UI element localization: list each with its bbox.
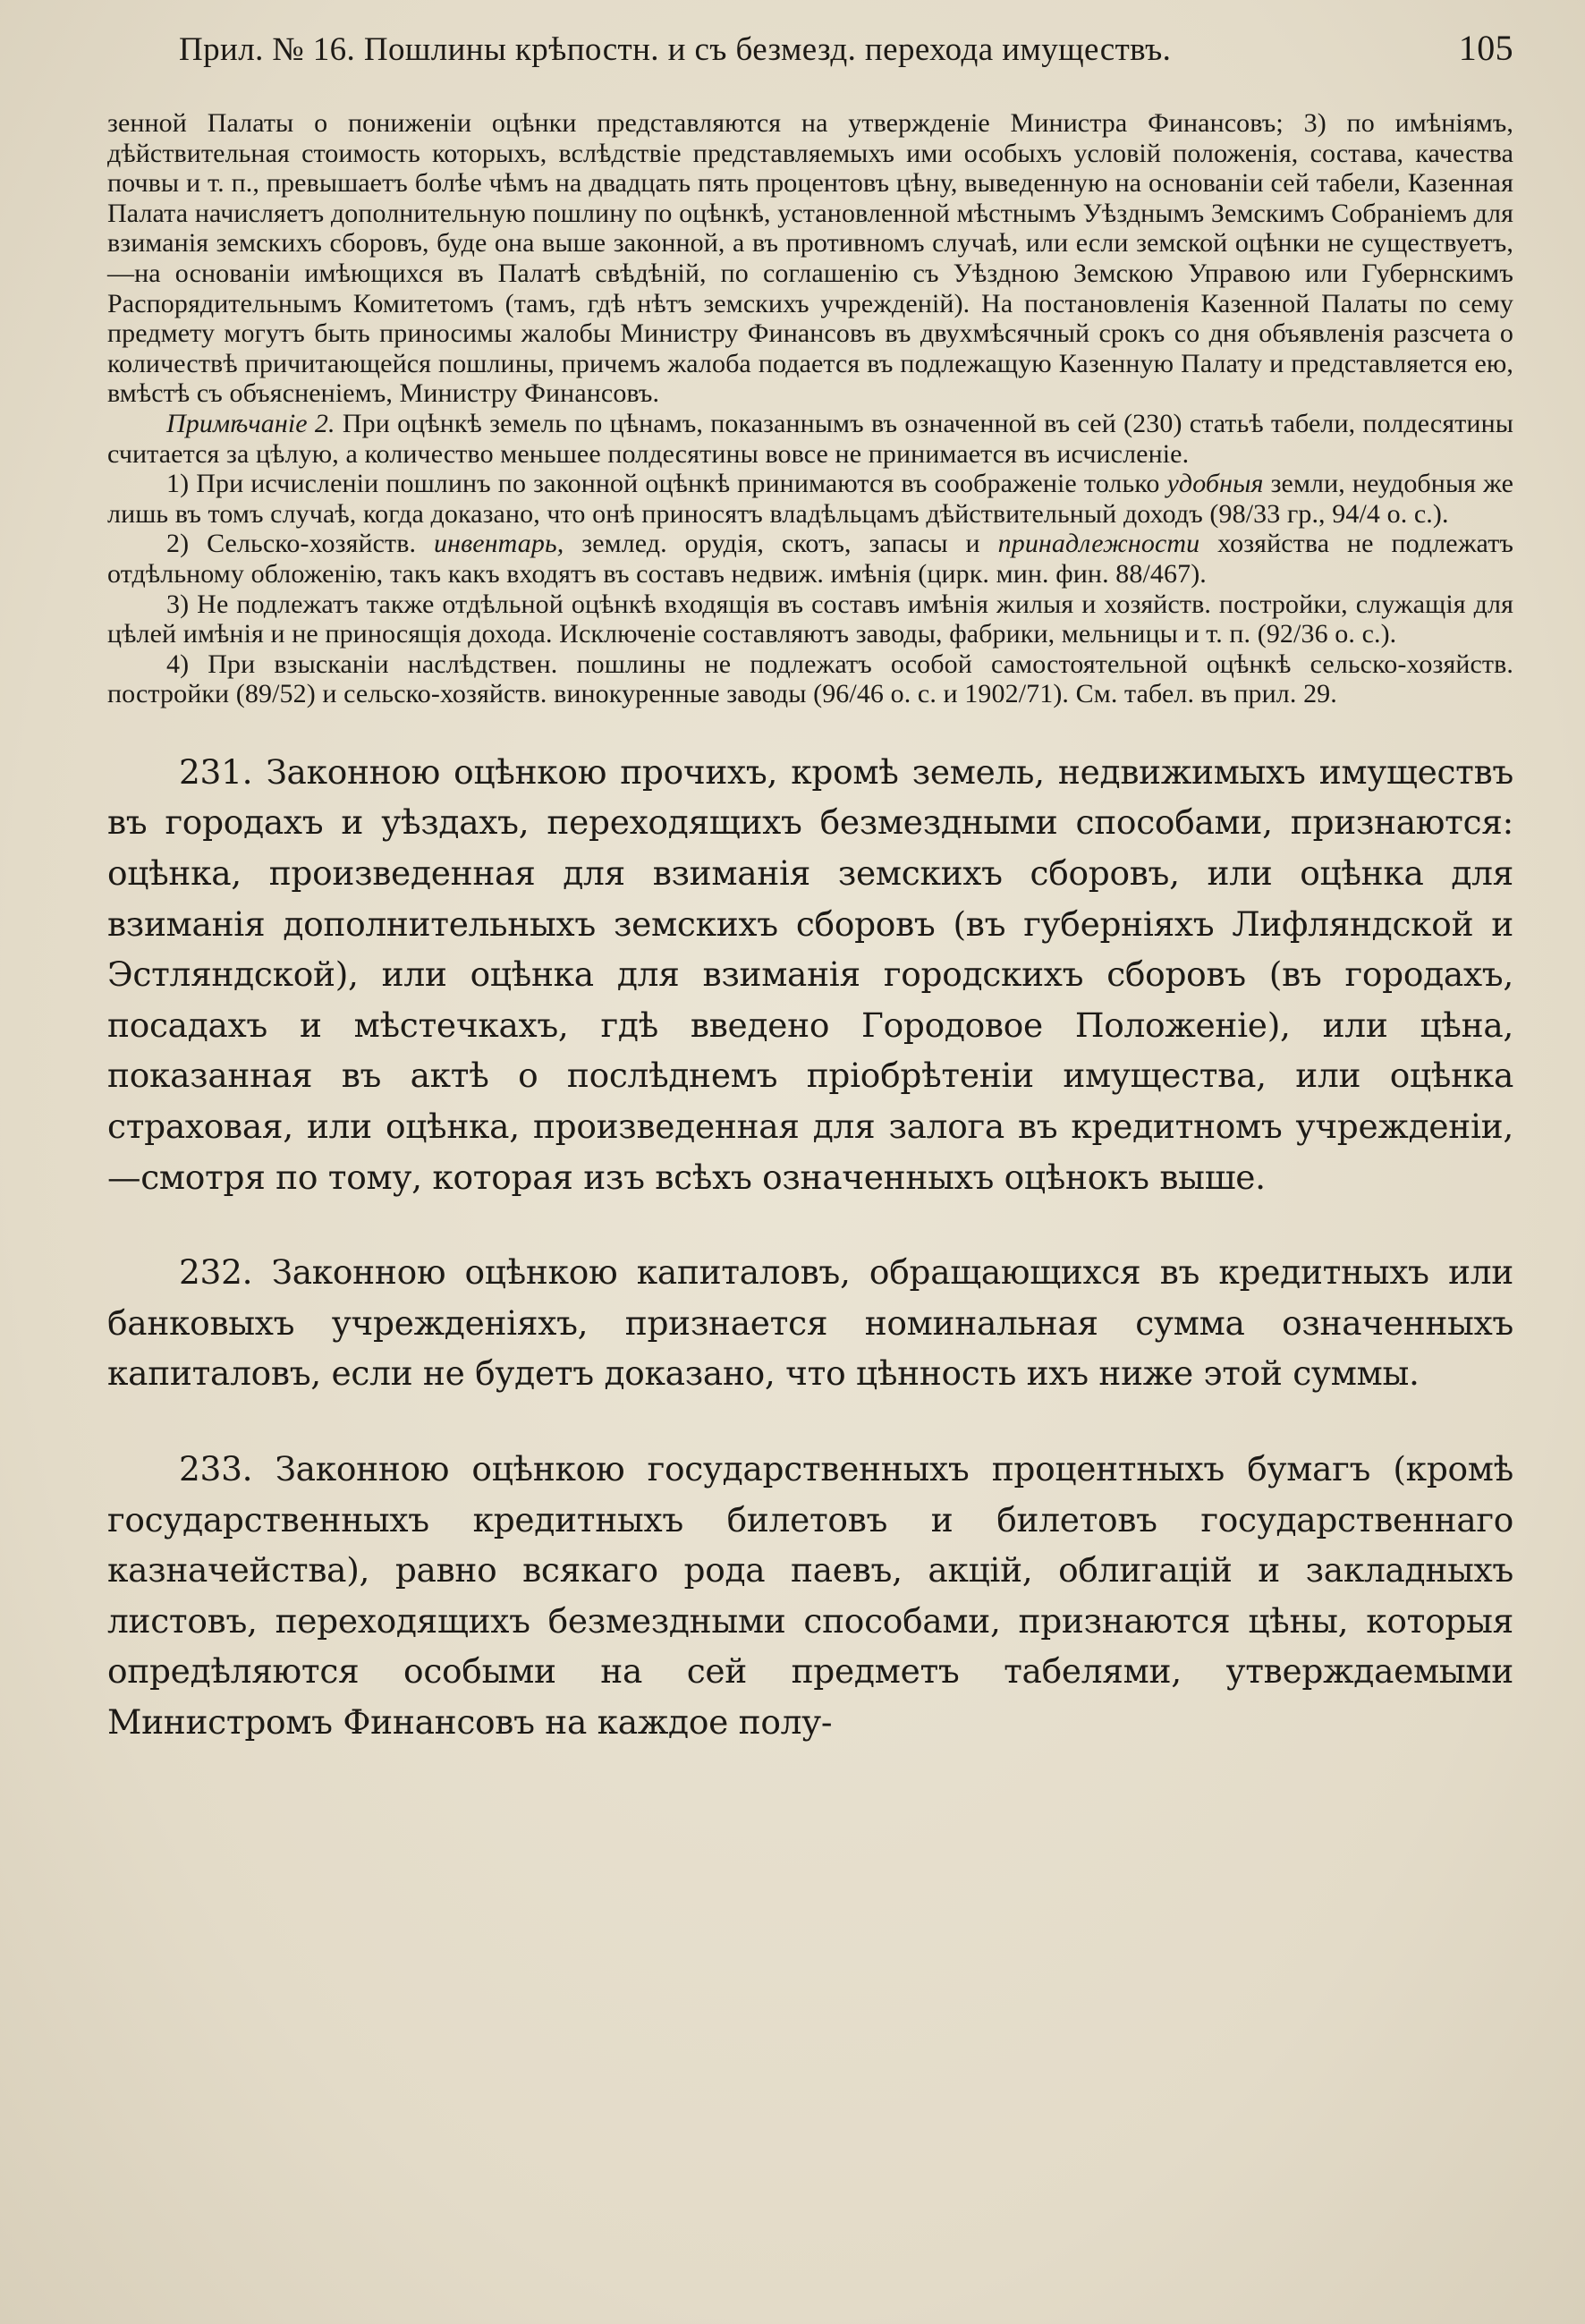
note-item-2-text: 2) Сельско-хозяйств. — [166, 529, 417, 559]
note-2-label: Примѣчаніе 2. — [166, 408, 335, 438]
note-item-2-text-cont: хозяйства не подлежатъ отдѣльному обложенію, такъ какъ входятъ въ составъ недвиж. имѣнія (цирк. мин. фин. 88/467). — [107, 529, 1514, 589]
note-item-1-text: 1) При исчисленіи пошлинъ по законной оцѣнкѣ принимаются въ соображеніе только — [166, 469, 1160, 499]
note-2-text: При оцѣнкѣ земель по цѣнамъ, показаннымъ въ означенной въ сей (230) статьѣ табели, полдесятины считается за цѣлую, а количество меньшее полдесятины вовсе не принимается въ исчисленіе. — [107, 408, 1513, 469]
note-item-1-text-cont: земли, неудобныя же лишь въ томъ случаѣ, когда доказано, что онѣ приносятъ владѣльцамъ дѣйствительный доходъ (98/33 гр., 94/4 о. с.). — [107, 469, 1514, 529]
page-number: 105 — [1458, 28, 1513, 68]
header-title: Прил. № 16. Пошлины крѣпостн. и съ безмезд. перехода имуществъ. — [179, 31, 1172, 68]
article-231 — [107, 747, 1513, 1202]
note-item-4: 4) При взысканіи наслѣдствен. пошлины не подлежатъ особой самостоятельной оцѣнкѣ сельско-хозяйств. постройки (89/52) и сельско-хозяйств. винокуренные заводы (96/46 о. с. и 1902/71). См. табел. въ прил. 29. — [107, 649, 1513, 709]
article-text: Законною оцѣнкою государственныхъ процентныхъ бумагъ (кромѣ государственныхъ кредитныхъ билетовъ и билетовъ государственнаго казначейства), равно всякаго рода паевъ, акцій, облигацій и закладныхъ листовъ, переходящихъ безмездными способами, признаются цѣны, которыя опредѣляются особыми на сей предметъ табелями, утверждаемыми Министромъ Финансовъ на каждое полу- — [107, 1449, 1513, 1742]
article-233 — [107, 1444, 1513, 1748]
continuation-paragraph: зенной Палаты о пониженіи оцѣнки представляются на утвержденіе Министра Финансовъ; 3) по имѣніямъ, дѣйствительная стоимость которыхъ, вслѣдствіе представляемыхъ ими особыхъ условій положенія, состава, качества почвы и т. п., превышаетъ болѣе чѣмъ на двадцать пять процентовъ цѣну, выведенную на основаніи сей табели, Казенная Палата начисляетъ дополнительную пошлину по оцѣнкѣ, установленной мѣстнымъ Уѣзднымъ Земскимъ Собраніемъ для взиманія земскихъ сборовъ, буде она выше законной, а въ противномъ случаѣ, или если земской оцѣнки не существуетъ,—на основаніи имѣющихся въ Палатѣ свѣдѣній, по соглашенію съ Уѣздною Земскою Управою или Губернскимъ Распорядительнымъ Комитетомъ (тамъ, гдѣ нѣтъ земскихъ учрежденій). На постановленія Казенной Палаты по сему предмету могутъ быть приносимы жалобы Министру Финансовъ въ двухмѣсячный срокъ со дня объявленія разсчета о количествѣ причитающейся пошлины, причемъ жалоба подается въ подлежащую Казенную Палату и представляется ею, вмѣстѣ съ объясненіемъ, Министру Финансовъ. — [107, 108, 1513, 409]
article-number: 231. — [179, 751, 253, 792]
note-item-2 — [107, 529, 1513, 589]
note-2 — [107, 409, 1513, 469]
note-item-1-emphasis: удобныя — [1166, 469, 1264, 499]
article-text: Законною оцѣнкою капиталовъ, обращающихся въ кредитныхъ или банковыхъ учрежденіяхъ, признается номинальная сумма означенныхъ капиталовъ, если не будетъ доказано, что цѣнность ихъ ниже этой суммы. — [107, 1252, 1513, 1394]
article-number: 233. — [179, 1449, 253, 1489]
article-text: Законною оцѣнкою прочихъ, кромѣ земель, недвижимыхъ имуществъ въ городахъ и уѣздахъ, переходящихъ безмездными способами, признаются: оцѣнка, произведенная для взиманія земскихъ сборовъ, или оцѣнка для взиманія дополнительныхъ земскихъ сборовъ (въ губерніяхъ Лифляндской и Эстляндской), или оцѣнка для взиманія городскихъ сборовъ (въ городахъ, посадахъ и мѣстечкахъ, гдѣ введено Городовое Положеніе), или цѣна, показанная въ актѣ о послѣднемъ пріобрѣтеніи имущества, или оцѣнка страховая, или оцѣнка, произведенная для залога въ кредитномъ учрежденіи,—смотря по тому, которая изъ всѣхъ означенныхъ оцѣнокъ выше. — [107, 751, 1513, 1197]
note-item-2-text-mid: землед. орудія, скотъ, запасы и — [581, 529, 980, 559]
articles-section — [107, 747, 1513, 1748]
small-print-section — [107, 108, 1513, 709]
note-item-2-emphasis-2: принадлежности — [997, 529, 1200, 559]
running-header — [179, 27, 1513, 69]
note-item-3: 3) Не подлежатъ также отдѣльной оцѣнкѣ входящія въ составъ имѣнія жилыя и хозяйств. постройки, служащія для цѣлей имѣнія и не приносящія дохода. Исключеніе составляютъ заводы, фабрики, мельницы и т. п. (92/36 о. с.). — [107, 589, 1513, 649]
note-item-1 — [107, 469, 1513, 529]
article-232 — [107, 1247, 1513, 1399]
article-number: 232. — [179, 1252, 253, 1293]
note-item-2-emphasis: инвентарь, — [434, 529, 564, 559]
